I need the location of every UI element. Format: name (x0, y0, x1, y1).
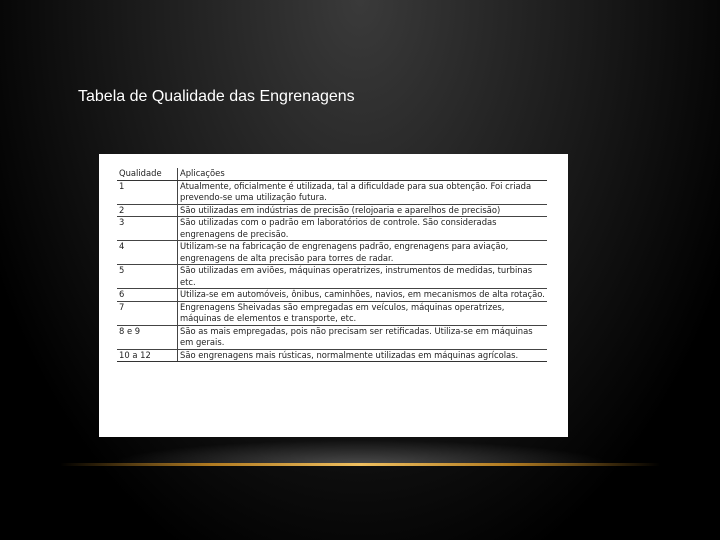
quality-cell: 5 (117, 265, 178, 289)
header-applications: Aplicações (178, 168, 548, 180)
decorative-gold-line (60, 463, 660, 466)
table-row (117, 289, 547, 302)
table-row (117, 325, 547, 349)
table-row (117, 301, 547, 325)
decorative-glow-haze (110, 440, 610, 464)
table-row (117, 217, 547, 241)
application-cell: São as mais empregadas, pois não precisam ser retificadas. Utiliza-se em máquinas em gerais. (178, 325, 548, 349)
quality-table (117, 168, 547, 362)
header-quality: Qualidade (117, 168, 178, 180)
quality-cell: 3 (117, 217, 178, 241)
quality-cell: 7 (117, 301, 178, 325)
application-cell: São utilizadas com o padrão em laboratórios de controle. São consideradas engrenagens de precisão. (178, 217, 548, 241)
table-row (117, 265, 547, 289)
slide-title: Tabela de Qualidade das Engrenagens (78, 88, 355, 105)
application-cell: Engrenagens Sheivadas são empregadas em veículos, máquinas operatrizes, máquinas de elementos e transporte, etc. (178, 301, 548, 325)
application-cell: Utilizam-se na fabricação de engrenagens padrão, engrenagens para aviação, engrenagens de alta precisão para torres de radar. (178, 241, 548, 265)
quality-cell: 6 (117, 289, 178, 302)
application-cell: Utiliza-se em automóveis, ônibus, caminhões, navios, em mecanismos de alta rotação. (178, 289, 548, 302)
quality-cell: 2 (117, 204, 178, 217)
application-cell: Atualmente, oficialmente é utilizada, tal a dificuldade para sua obtenção. Foi criada prevendo-se uma utilização futura. (178, 180, 548, 204)
table-row (117, 180, 547, 204)
table-row (117, 349, 547, 362)
quality-cell: 4 (117, 241, 178, 265)
quality-cell: 1 (117, 180, 178, 204)
application-cell: São engrenagens mais rústicas, normalmente utilizadas em máquinas agrícolas. (178, 349, 548, 362)
quality-cell: 10 a 12 (117, 349, 178, 362)
quality-table-image (99, 154, 568, 437)
table-row (117, 241, 547, 265)
table-row (117, 204, 547, 217)
application-cell: São utilizadas em aviões, máquinas operatrizes, instrumentos de medidas, turbinas etc. (178, 265, 548, 289)
application-cell: São utilizadas em indústrias de precisão (relojoaria e aparelhos de precisão) (178, 204, 548, 217)
table-header-row (117, 168, 547, 180)
quality-cell: 8 e 9 (117, 325, 178, 349)
